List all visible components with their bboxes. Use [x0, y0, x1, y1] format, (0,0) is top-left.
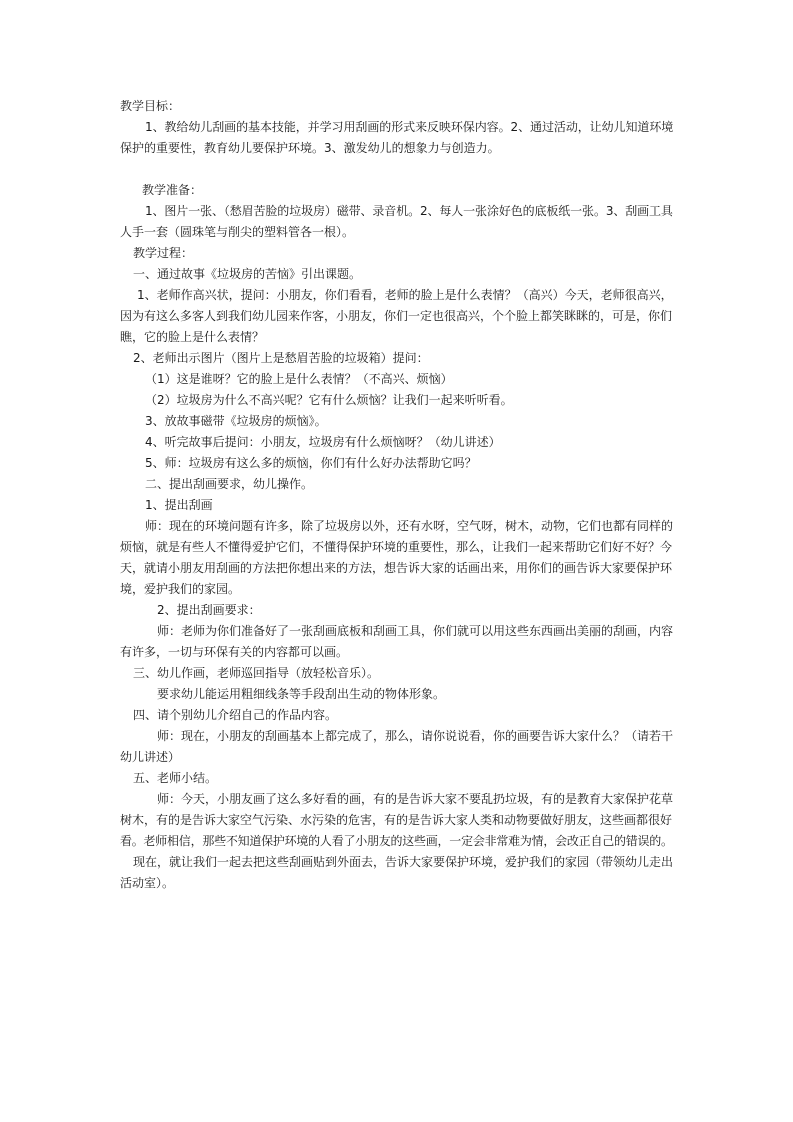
paragraph-line: 瞧，它的脸上是什么表情？	[120, 330, 265, 344]
paragraph-line: 1、提出刮画	[145, 498, 213, 512]
paragraph-line: 1、老师作高兴状，提问：小朋友，你们看看，老师的脸上是什么表情？（高兴）今天，老师很高兴，	[137, 288, 673, 302]
paragraph-line: 因为有这么多客人到我们幼儿园来作客，小朋友，你们一定也很高兴，个个脸上都笑眯眯的，可是，你们	[120, 309, 673, 323]
paragraph-line: 活动室）。	[120, 876, 175, 890]
paragraph-line: 要求幼儿能运用粗细线条等手段刮出生动的物体形象。	[157, 687, 446, 701]
paragraph-line: 3、放故事磁带《垃圾房的烦恼》。	[145, 414, 327, 428]
section-heading-objectives: 教学目标：	[120, 99, 181, 113]
paragraph-line: 人手一套（圆珠笔与削尖的塑料管各一根）。	[120, 225, 355, 239]
step-heading: 二、提出刮画要求，幼儿操作。	[145, 477, 314, 491]
paragraph-line: 树木，有的是告诉大家空气污染、水污染的危害，有的是告诉大家人类和动物要做好朋友，这些画都很好	[120, 813, 673, 827]
paragraph-line: 境，爱护我们的家园。	[120, 582, 241, 596]
paragraph-line: 1、图片一张、（愁眉苦脸的垃圾房）磁带、录音机。2、每人一张涂好色的底板纸一张。3、刮画工具	[145, 204, 673, 218]
paragraph-line: 师：今天，小朋友画了这么多好看的画，有的是告诉大家不要乱扔垃圾，有的是教育大家保护花草	[157, 792, 674, 806]
paragraph-line: 烦恼，就是有些人不懂得爱护它们，不懂得保护环境的重要性，那么，让我们一起来帮助它们好不好？今	[120, 540, 673, 554]
section-heading-process: 教学过程：	[133, 246, 194, 260]
paragraph-line: 有许多，一切与环保有关的内容都可以画。	[120, 645, 349, 659]
step-heading: 三、幼儿作画，老师巡回指导（放轻松音乐）。	[133, 666, 380, 680]
paragraph-line: 保护的重要性，教育幼儿要保护环境。3、激发幼儿的想象力与创造力。	[120, 141, 500, 155]
paragraph-line: 1、教给幼儿刮画的基本技能，并学习用刮画的形式来反映环保内容。2、通过活动，让幼儿知道环境	[145, 120, 674, 134]
paragraph-line: 幼儿讲述）	[120, 750, 181, 764]
section-heading-preparation: 教学准备：	[142, 183, 203, 197]
paragraph-line: （1）这是谁呀？它的脸上是什么表情？（不高兴、烦恼）	[145, 372, 453, 386]
paragraph-line: 师：老师为你们准备好了一张刮画底板和刮画工具，你们就可以用这些东西画出美丽的刮画，内容	[157, 624, 674, 638]
step-heading: 四、请个别幼儿介绍自己的作品内容。	[133, 708, 338, 722]
paragraph-line: 4、听完故事后提问：小朋友，垃圾房有什么烦恼呀？（幼儿讲述）	[145, 435, 501, 449]
paragraph-line: 2、提出刮画要求：	[157, 603, 261, 617]
paragraph-line: 师：现在，小朋友的刮画基本上都完成了，那么，请你说说看，你的画要告诉大家什么？（请若干	[157, 729, 674, 743]
paragraph-line: 5、师：垃圾房有这么多的烦恼，你们有什么好办法帮助它吗？	[145, 456, 477, 470]
paragraph-line: 现在，就让我们一起去把这些刮画贴到外面去，告诉大家要保护环境，爱护我们的家园（带领幼儿走出	[133, 855, 674, 869]
paragraph-line: 天，就请小朋友用刮画的方法把你想出来的方法，想告诉大家的话画出来，用你们的画告诉大家要保护环	[120, 561, 673, 575]
paragraph-line: 师：现在的环境问题有许多，除了垃圾房以外，还有水呀，空气呀，树木，动物，它们也都有同样的	[145, 519, 674, 533]
step-heading: 一、通过故事《垃圾房的苦恼》引出课题。	[133, 267, 362, 281]
paragraph-line: （2）垃圾房为什么不高兴呢？它有什么烦恼？让我们一起来听听看。	[145, 393, 513, 407]
paragraph-line: 2、老师出示图片（图片上是愁眉苦脸的垃圾箱）提问：	[133, 351, 429, 365]
step-heading: 五、老师小结。	[133, 771, 218, 785]
paragraph-line: 看。老师相信，那些不知道保护环境的人看了小朋友的这些画，一定会非常难为情，会改正自己的错误的。	[120, 834, 673, 848]
